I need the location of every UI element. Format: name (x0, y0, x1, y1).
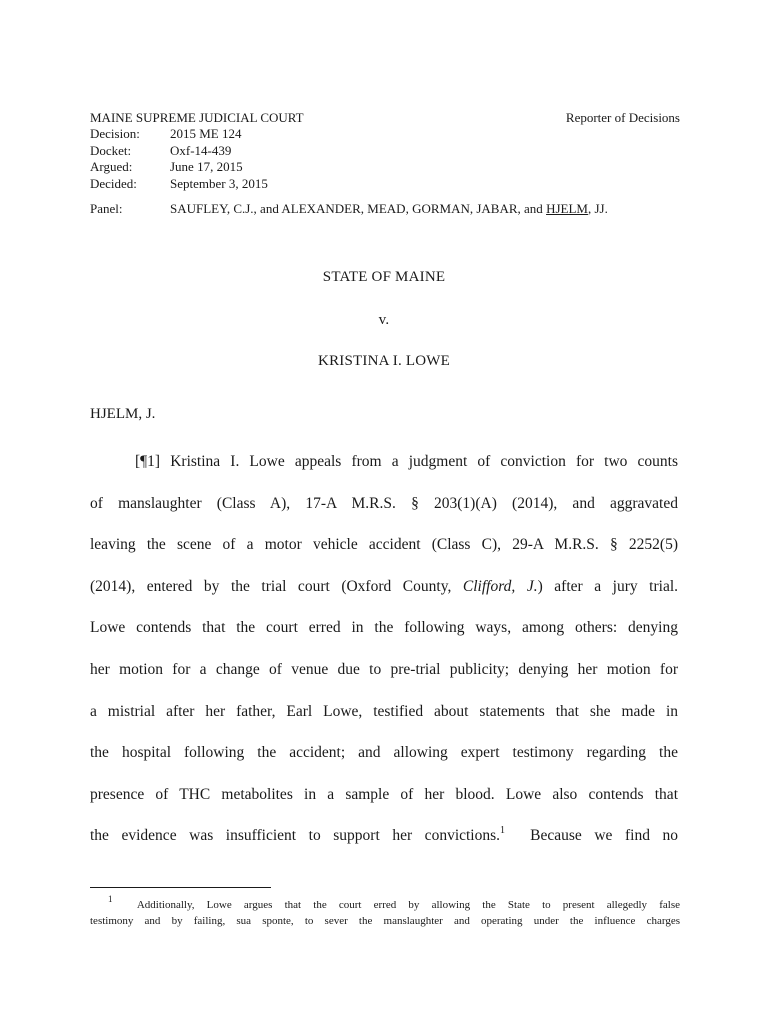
body-line-text: (2014), entered by the trial court (Oxford County, (90, 577, 463, 595)
reporter-label: Reporter of Decisions (565, 110, 680, 125)
argued-value: June 17, 2015 (170, 159, 243, 175)
decided-value: September 3, 2015 (170, 175, 268, 191)
docket-label: Docket: (90, 142, 132, 158)
decided-row (90, 176, 680, 192)
docket-value: Oxf-14-439 (170, 142, 232, 158)
body-line: Lowe contends that the court erred in the following ways, among others: denying (90, 619, 678, 637)
panel-value (170, 201, 608, 217)
body-line: of manslaughter (Class A), 17-A M.R.S. § 203(1)(A) (2014), and aggravated (90, 494, 678, 512)
body-line: her motion for a change of venue due to pre-trial publicity; denying her motion for (90, 660, 678, 678)
body-line-text: ) after a jury trial. (537, 577, 678, 595)
body-line (90, 566, 678, 608)
caption-versus: v. (378, 312, 390, 328)
panel-row (90, 201, 680, 217)
body-line-text: Because we find no (505, 827, 679, 845)
decision-label: Decision: (90, 126, 140, 142)
decided-label: Decided: (90, 175, 137, 191)
court-line (90, 110, 680, 126)
court-name: MAINE SUPREME JUDICIAL COURT (90, 110, 304, 125)
argued-label: Argued: (90, 159, 133, 175)
body-line: a mistrial after her father, Earl Lowe, testified about statements that she made in (90, 702, 678, 720)
opinion-header (90, 110, 680, 217)
panel-suffix: , JJ. (587, 201, 608, 217)
body-line-text: the evidence was insufficient to support her convictions. (90, 827, 501, 845)
caption-plaintiff: STATE OF MAINE (322, 269, 446, 285)
footnote-text: Additionally, Lowe argues that the court erred by allowing the State to present allegedly false (136, 899, 680, 911)
panel-author: HJELM (546, 201, 588, 217)
argued-row (90, 159, 680, 175)
footnote-marker: 1 (108, 894, 113, 904)
judge-name: Clifford, J. (462, 577, 538, 595)
caption-defendant: KRISTINA I. LOWE (318, 353, 450, 369)
footnote-line: testimony and by failing, sua sponte, to sever the manslaughter and operating under the influence charges (90, 915, 680, 927)
footnote-reference[interactable]: 1 (500, 825, 506, 837)
decision-value: 2015 ME 124 (170, 126, 242, 142)
opinion-author: HJELM, J. (90, 406, 156, 422)
decision-row (90, 126, 680, 142)
footnote-separator (90, 887, 271, 888)
footnote (90, 894, 680, 929)
body-line: leaving the scene of a motor vehicle accident (Class C), 29-A M.R.S. § 2252(5) (90, 536, 678, 554)
panel-justices: SAUFLEY, C.J., and ALEXANDER, MEAD, GORMAN, JABAR, and (170, 201, 547, 217)
footnote-line (90, 894, 680, 913)
body-line: [¶1] Kristina I. Lowe appeals from a judgment of conviction for two counts (135, 453, 678, 470)
docket-row (90, 143, 680, 159)
body-line: the hospital following the accident; and allowing expert testimony regarding the (90, 744, 678, 762)
opinion-body (90, 441, 678, 857)
body-line: presence of THC metabolites in a sample of her blood. Lowe also contends that (90, 785, 678, 803)
body-line (90, 815, 678, 857)
panel-label: Panel: (90, 201, 123, 217)
